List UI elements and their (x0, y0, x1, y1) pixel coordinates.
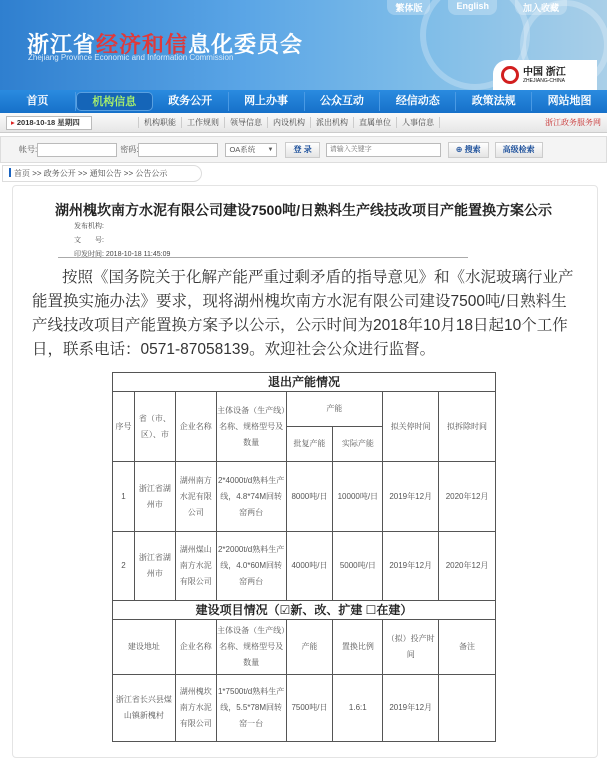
header-cell: 省（市、区）、市 (134, 392, 175, 462)
search-input[interactable] (326, 143, 441, 157)
subnav-link[interactable]: 工作规则 (182, 117, 225, 128)
header-cell: 备注 (439, 620, 496, 675)
password-label: 密码: (120, 145, 139, 154)
cell: 4000吨/日 (286, 532, 333, 601)
cell: 7500吨/日 (286, 675, 333, 742)
english-link[interactable]: English (448, 0, 497, 15)
site-banner (0, 0, 607, 90)
subnav-link[interactable]: 直属单位 (354, 117, 397, 128)
cell: 2020年12月 (439, 462, 496, 532)
search-label: 搜索 (464, 144, 481, 154)
cell: 2*4000t/d熟料生产线，4.8*74M回转窑两台 (216, 462, 286, 532)
title-part: 息化委员会 (188, 32, 304, 57)
nav-online-services[interactable]: 网上办事 (229, 92, 305, 111)
exit-section-title: 退出产能情况 (113, 373, 496, 392)
nav-news[interactable]: 经信动态 (380, 92, 456, 111)
cell: 2019年12月 (383, 675, 439, 742)
bookmark-link[interactable]: 加入收藏 (515, 0, 567, 15)
capacity-table (112, 372, 496, 742)
cell (439, 675, 496, 742)
nav-policies[interactable]: 政策法规 (456, 92, 532, 111)
article-title: 湖州槐坎南方水泥有限公司建设7500吨/日熟料生产线技改项目产能置换方案公示 (54, 202, 553, 218)
nav-home[interactable]: 首页 (0, 92, 76, 111)
cell: 10000吨/日 (333, 462, 383, 532)
header-cell: （拟）投产时间 (383, 620, 439, 675)
login-button[interactable]: 登 录 (285, 142, 319, 158)
system-select-value: OA系统 (229, 144, 256, 154)
header-cell: 拟关停时间 (383, 392, 439, 462)
zhejiang-china-logo[interactable] (493, 60, 597, 90)
header-cell: 实际产能 (333, 427, 383, 462)
account-input[interactable] (37, 143, 117, 157)
docno-label: 文 号: (74, 237, 104, 244)
cell: 2019年12月 (383, 462, 439, 532)
table-row (113, 675, 496, 742)
subnav-link[interactable]: 人事信息 (397, 117, 440, 128)
cell: 2019年12月 (383, 532, 439, 601)
cell: 5000吨/日 (333, 532, 383, 601)
header-cell: 产能 (286, 392, 383, 427)
header-cell: 批复产能 (286, 427, 333, 462)
subnav-link[interactable]: 领导信息 (225, 117, 268, 128)
logo-cn: 中国 浙江 (523, 66, 566, 78)
header-cell: 主体设备（生产线）名称、规格型号及数量 (216, 620, 286, 675)
cell: 2*2000t/d熟料生产线，4.0*60M回转窑两台 (216, 532, 286, 601)
breadcrumb: 首页 >> 政务公开 >> 通知公告 >> 公告公示 (2, 165, 202, 182)
zhejiang-logo-icon (501, 66, 519, 84)
cell: 1*7500t/d熟料生产线，5.5*78M回转窑一台 (216, 675, 286, 742)
header-cell: 序号 (113, 392, 135, 462)
cell: 1 (113, 462, 135, 532)
header-cell: 产能 (286, 620, 333, 675)
nav-sitemap[interactable]: 网站地图 (547, 95, 592, 107)
subnav-link[interactable]: 内设机构 (268, 117, 311, 128)
cell: 浙江省湖州市 (134, 462, 175, 532)
password-input[interactable] (138, 143, 218, 157)
print-time: 印发时间: 2018-10-18 11:45:09 (74, 251, 171, 258)
main-nav (0, 90, 607, 113)
nav-org-info[interactable]: 机构信息 (76, 92, 153, 111)
cell: 浙江省长兴县煤山镇新槐村 (113, 675, 176, 742)
cell: 湖州南方水泥有限公司 (175, 462, 216, 532)
article-body: 按照《国务院关于化解产能严重过剩矛盾的指导意见》和《水泥玻璃行业产能置换实施办法》要求，现将湖州槐坎南方水泥有限公司建设7500吨/日熟料生产线技改项目产能置换方案予以公示，公示时间为2018年10月18日起10个工作日，联系电话：0571-87058139。欢迎社会公众进行监督。 (32, 269, 574, 358)
search-icon: ⊕ (455, 144, 465, 154)
login-search-bar (0, 136, 607, 163)
publisher-label: 发布机构: (74, 223, 104, 230)
sub-nav (0, 113, 607, 133)
site-title-en: Zhejiang Province Economic and Information Commission (28, 53, 234, 62)
header-cell: 建设地址 (113, 620, 176, 675)
header-cell: 置换比例 (333, 620, 383, 675)
title-part: 浙江省 (27, 32, 97, 57)
cell: 8000吨/日 (286, 462, 333, 532)
header-cell: 拟拆除时间 (439, 392, 496, 462)
cell: 2020年12月 (439, 532, 496, 601)
account-label: 帐号: (19, 145, 38, 154)
header-cell: 企业名称 (175, 620, 216, 675)
current-date: ▸ 2018-10-18 星期四 (6, 116, 92, 130)
header-cell: 主体设备（生产线）名称、规格型号及数量 (216, 392, 286, 462)
header-cell: 企业名称 (175, 392, 216, 462)
table-row (113, 532, 496, 601)
subnav-link[interactable]: 派出机构 (311, 117, 354, 128)
cell: 湖州槐坎南方水泥有限公司 (175, 675, 216, 742)
cell: 1.6:1 (333, 675, 383, 742)
dropdown-arrow-icon: ▼ (267, 146, 274, 153)
subnav-link[interactable]: 机构职能 (138, 117, 182, 128)
cell: 湖州煤山南方水泥有限公司 (175, 532, 216, 601)
system-select[interactable] (225, 143, 277, 157)
divider (58, 257, 468, 258)
nav-public-interaction[interactable]: 公众互动 (305, 92, 381, 111)
search-button[interactable] (448, 142, 489, 158)
nav-gov-affairs[interactable]: 政务公开 (153, 92, 229, 111)
build-section-title: 建设项目情况（☑新、改、扩建 ☐在建） (113, 601, 496, 620)
advanced-search-button[interactable]: 高级检索 (495, 142, 543, 158)
zj-service-link[interactable]: 浙江政务服务网 (545, 118, 601, 127)
cell: 浙江省湖州市 (134, 532, 175, 601)
traditional-chinese-link[interactable]: 繁体版 (387, 0, 430, 15)
cell: 2 (113, 532, 135, 601)
title-part: 经济和信 (96, 32, 189, 57)
top-links (387, 0, 567, 15)
logo-en: ZHEJIANG-CHINA (523, 77, 565, 84)
table-row (113, 462, 496, 532)
